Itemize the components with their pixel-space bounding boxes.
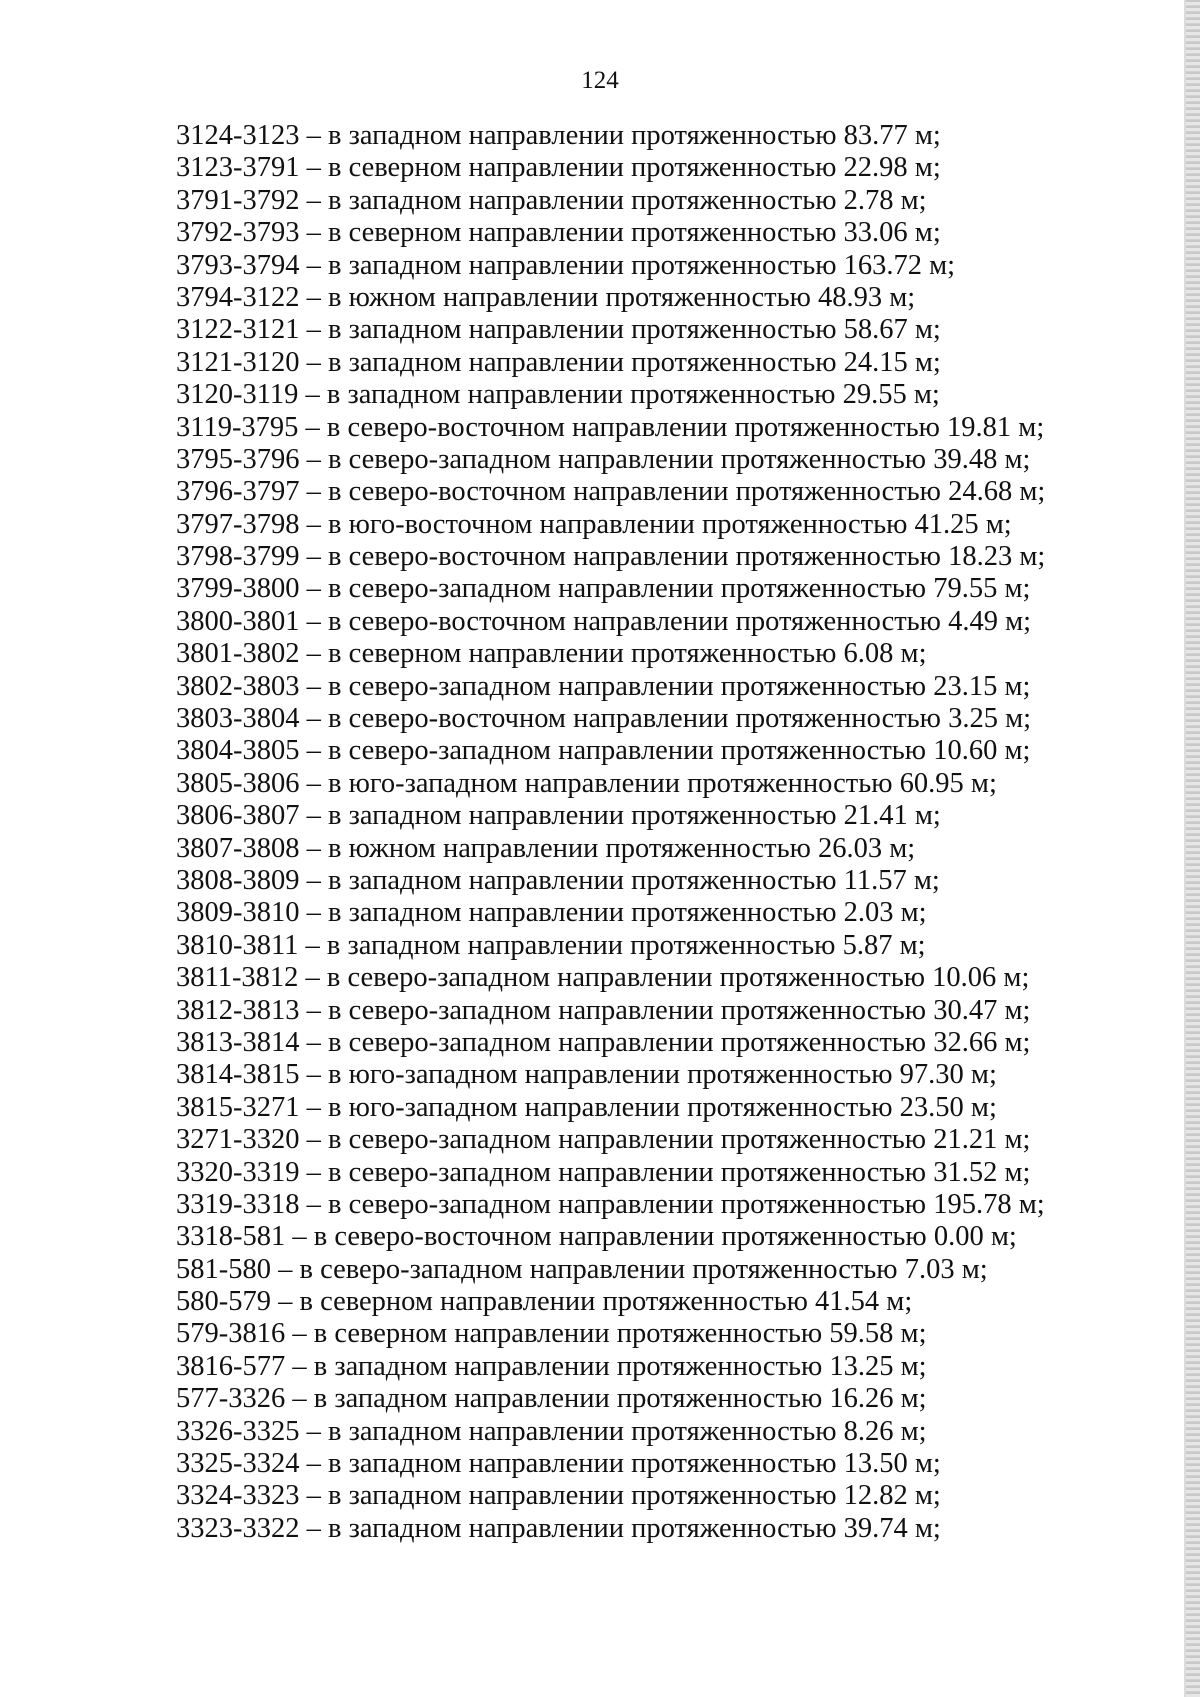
boundary-segment-line: 3802-3803 – в северо-западном направлении протяженностью 23.15 м;: [176, 670, 1031, 702]
boundary-segment-line: 3791-3792 – в западном направлении протяженностью 2.78 м;: [176, 184, 927, 216]
boundary-segment-line: 3793-3794 – в западном направлении протяженностью 163.72 м;: [176, 249, 956, 281]
boundary-segment-line: 3801-3802 – в северном направлении протяженностью 6.08 м;: [176, 638, 927, 670]
boundary-segment-line: 3324-3323 – в западном направлении протяженностью 12.82 м;: [176, 1480, 941, 1512]
boundary-segment-line: 3813-3814 – в северо-западном направлении протяженностью 32.66 м;: [176, 1026, 1031, 1058]
boundary-segment-line: 3122-3121 – в западном направлении протяженностью 58.67 м;: [176, 314, 941, 346]
boundary-segment-line: 3816-577 – в западном направлении протяженностью 13.25 м;: [176, 1350, 927, 1382]
boundary-segment-line: 3326-3325 – в западном направлении протяженностью 8.26 м;: [176, 1415, 927, 1447]
boundary-segment-line: 3815-3271 – в юго-западном направлении протяженностью 23.50 м;: [176, 1091, 997, 1123]
boundary-segment-line: 3794-3122 – в южном направлении протяженностью 48.93 м;: [176, 281, 916, 313]
boundary-segment-line: 3808-3809 – в западном направлении протяженностью 11.57 м;: [176, 864, 940, 896]
boundary-segment-line: 3809-3810 – в западном направлении протяженностью 2.03 м;: [176, 897, 927, 929]
boundary-segment-line: 3319-3318 – в северо-западном направлении протяженностью 195.78 м;: [176, 1188, 1045, 1220]
boundary-segment-line: 3119-3795 – в северо-восточном направлении протяженностью 19.81 м;: [176, 411, 1045, 443]
boundary-segment-line: 3798-3799 – в северо-восточном направлении протяженностью 18.23 м;: [176, 541, 1046, 573]
boundary-segment-line: 3796-3797 – в северо-восточном направлении протяженностью 24.68 м;: [176, 476, 1046, 508]
boundary-segment-line: 3803-3804 – в северо-восточном направлении протяженностью 3.25 м;: [176, 703, 1032, 735]
boundary-segment-line: 3811-3812 – в северо-западном направлении протяженностью 10.06 м;: [176, 962, 1030, 994]
boundary-segment-line: 3792-3793 – в северном направлении протяженностью 33.06 м;: [176, 217, 941, 249]
boundary-segment-line: 3271-3320 – в северо-западном направлении протяженностью 21.21 м;: [176, 1124, 1031, 1156]
boundary-segment-line: 3325-3324 – в западном направлении протяженностью 13.50 м;: [176, 1448, 941, 1480]
boundary-segment-line: 3812-3813 – в северо-западном направлении протяженностью 30.47 м;: [176, 994, 1031, 1026]
boundary-segment-line: 3800-3801 – в северо-восточном направлении протяженностью 4.49 м;: [176, 605, 1032, 637]
boundary-segment-line: 3805-3806 – в юго-западном направлении протяженностью 60.95 м;: [176, 767, 997, 799]
boundary-segment-line: 577-3326 – в западном направлении протяженностью 16.26 м;: [176, 1383, 927, 1415]
boundary-segment-line: 3320-3319 – в северо-западном направлении протяженностью 31.52 м;: [176, 1156, 1031, 1188]
boundary-segment-line: 579-3816 – в северном направлении протяженностью 59.58 м;: [176, 1318, 927, 1350]
boundary-segment-line: 3121-3120 – в западном направлении протяженностью 24.15 м;: [176, 346, 941, 378]
boundary-segment-line: 3807-3808 – в южном направлении протяженностью 26.03 м;: [176, 832, 916, 864]
boundary-segment-line: 3799-3800 – в северо-западном направлении протяженностью 79.55 м;: [176, 573, 1031, 605]
boundary-segment-line: 3323-3322 – в западном направлении протяженностью 39.74 м;: [176, 1512, 941, 1544]
boundary-segment-line: 3804-3805 – в северо-западном направлении протяженностью 10.60 м;: [176, 735, 1031, 767]
boundary-segments-list: [176, 120, 1136, 1545]
boundary-segment-line: 3120-3119 – в западном направлении протяженностью 29.55 м;: [176, 379, 940, 411]
boundary-segment-line: 3123-3791 – в северном направлении протяженностью 22.98 м;: [176, 152, 941, 184]
boundary-segment-line: 3810-3811 – в западном направлении протяженностью 5.87 м;: [176, 929, 926, 961]
scan-edge-strip: [1186, 0, 1200, 1697]
boundary-segment-line: 581-580 – в северо-западном направлении протяженностью 7.03 м;: [176, 1253, 988, 1285]
boundary-segment-line: 3124-3123 – в западном направлении протяженностью 83.77 м;: [176, 120, 941, 151]
page-number: 124: [581, 67, 619, 94]
boundary-segment-line: 3806-3807 – в западном направлении протяженностью 21.41 м;: [176, 800, 941, 832]
boundary-segment-line: 580-579 – в северном направлении протяженностью 41.54 м;: [176, 1286, 913, 1318]
boundary-segment-line: 3318-581 – в северо-восточном направлении протяженностью 0.00 м;: [176, 1221, 1017, 1253]
boundary-segment-line: 3797-3798 – в юго-восточном направлении протяженностью 41.25 м;: [176, 508, 1012, 540]
boundary-segment-line: 3795-3796 – в северо-западном направлении протяженностью 39.48 м;: [176, 443, 1031, 475]
boundary-segment-line: 3814-3815 – в юго-западном направлении протяженностью 97.30 м;: [176, 1059, 997, 1091]
